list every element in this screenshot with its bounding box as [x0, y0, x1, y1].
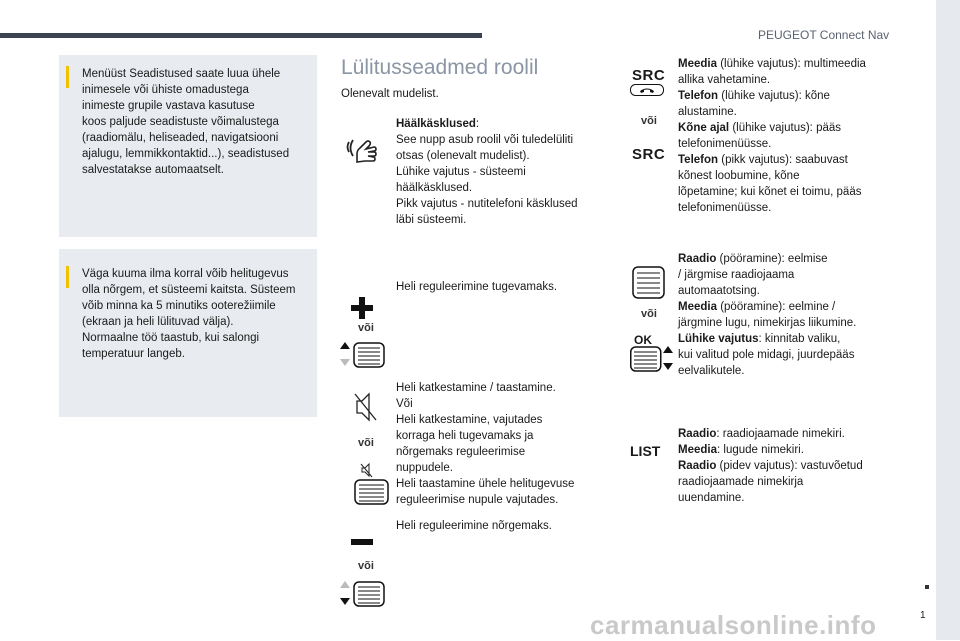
plus-icon [351, 297, 373, 319]
list-text: : raadiojaamade nimekiri. [716, 428, 845, 440]
note-accent-bar [66, 66, 69, 88]
src-term: Telefon [678, 154, 719, 166]
src-text: (lühike vajutus): multimeedia allika vahetamine. [678, 58, 866, 86]
page-number: 1 [920, 610, 926, 621]
src-button-label: SRC [632, 146, 666, 163]
mute-icon [355, 392, 377, 422]
note-text: Väga kuuma ilma korral võib helitugevus olla nõrgem, et süsteemi kaitsta. Süsteem võib minna ka 5 minutiks ooterežiimile (ekraan ja heli lülituvad välja). Normaalne töö taastub, kui salongi temperatuur langeb. [82, 268, 296, 360]
section-title: Lülitusseadmed roolil [341, 56, 539, 79]
phone-button-icon [630, 84, 664, 96]
voice-command-term: Häälkäsklused [396, 118, 476, 130]
thumbwheel-description [678, 251, 908, 379]
thumbwheel-up-icon [340, 342, 386, 368]
src-term: Meedia [678, 58, 717, 70]
thumbwheel-term: Lühike vajutus [678, 333, 759, 345]
ok-button-label: OK [634, 333, 652, 347]
or-label: või [358, 560, 374, 572]
volume-up-description: Heli reguleerimine tugevamaks. [396, 281, 558, 293]
thumbwheel-text: (pööramine): eelmise / järgmise raadiojaama automaatotsing. [678, 253, 828, 297]
section-subtitle: Olenevalt mudelist. [341, 88, 439, 100]
thumbwheel-term: Raadio [678, 253, 717, 265]
info-note [59, 249, 317, 417]
or-label: või [641, 115, 657, 127]
list-term: Meedia [678, 444, 717, 456]
list-description [678, 426, 908, 506]
src-text: (lühike vajutus): pääs telefonimenüüsse. [678, 122, 842, 150]
voice-command-icon [345, 138, 381, 164]
or-label: või [358, 322, 374, 334]
note-accent-bar [66, 266, 69, 288]
src-description [678, 56, 908, 216]
list-text: (pidev vajutus): vastuvõetud raadiojaamade nimekirja uuendamine. [678, 460, 863, 504]
bullet-dot [925, 585, 929, 589]
mute-description: Heli katkestamine / taastamine. Või Heli katkestamine, vajutades korraga heli tugevamaks ja nõrgemaks reguleerimise nuppudele. Heli taastamine ühele helitugevuse reguleerimise nupule vajutades. [396, 382, 575, 506]
thumbwheel-term: Meedia [678, 301, 717, 313]
thumbwheel-ok-icon [630, 346, 674, 372]
thumbwheel-text: : kinnitab valiku, kui valitud pole midagi, juurdepääs eelvalikutele. [678, 333, 855, 377]
src-text: (pikk vajutus): saabuvast kõnest loobumine, kõne lõpetamine; kui kõnet ei toimu, pääs telefonimenüüsse. [678, 154, 862, 214]
list-text: : lugude nimekiri. [717, 444, 804, 456]
volume-down-description: Heli reguleerimine nõrgemaks. [396, 520, 552, 532]
thumbwheel-down-icon [340, 581, 386, 607]
voice-command-description [396, 116, 606, 228]
src-text: (lühike vajutus): kõne alustamine. [678, 90, 830, 118]
thumbwheel-text: (pööramine): eelmine / järgmine lugu, nimekirjas liikumine. [678, 301, 857, 329]
list-button-label: LIST [630, 443, 661, 459]
or-label: või [358, 437, 374, 449]
list-term: Raadio [678, 428, 717, 440]
running-header: PEUGEOT Connect Nav [758, 28, 890, 42]
thumbwheel-mute-icon [352, 458, 392, 506]
list-term: Raadio [678, 460, 717, 472]
watermark: carmanualsonline.info [590, 610, 877, 640]
note-text: Menüüst Seadistused saate luua ühele inimesele või ühiste omadustega inimeste grupile vastava kasutuse koos paljude seadistuste võimalustega (raadiomälu, heliseaded, navigatsiooni ajalugu, lemmikkontaktid...), seadistused salvestatakse automaatselt. [82, 68, 290, 176]
src-term: Telefon [678, 90, 719, 102]
header-rule [0, 33, 482, 38]
voice-command-text: : See nupp asub roolil või tuledelüliti otsas (olenevalt mudelist). Lühike vajutus - süsteemi häälkäsklused. Pikk vajutus - nutitelefoni käsklused läbi süsteemi. [396, 118, 578, 226]
thumbwheel-icon [632, 266, 666, 300]
info-note [59, 55, 317, 237]
src-button-label: SRC [632, 67, 666, 84]
side-tab [936, 0, 960, 640]
src-term: Kõne ajal [678, 122, 730, 134]
minus-icon [351, 539, 373, 547]
or-label: või [641, 308, 657, 320]
